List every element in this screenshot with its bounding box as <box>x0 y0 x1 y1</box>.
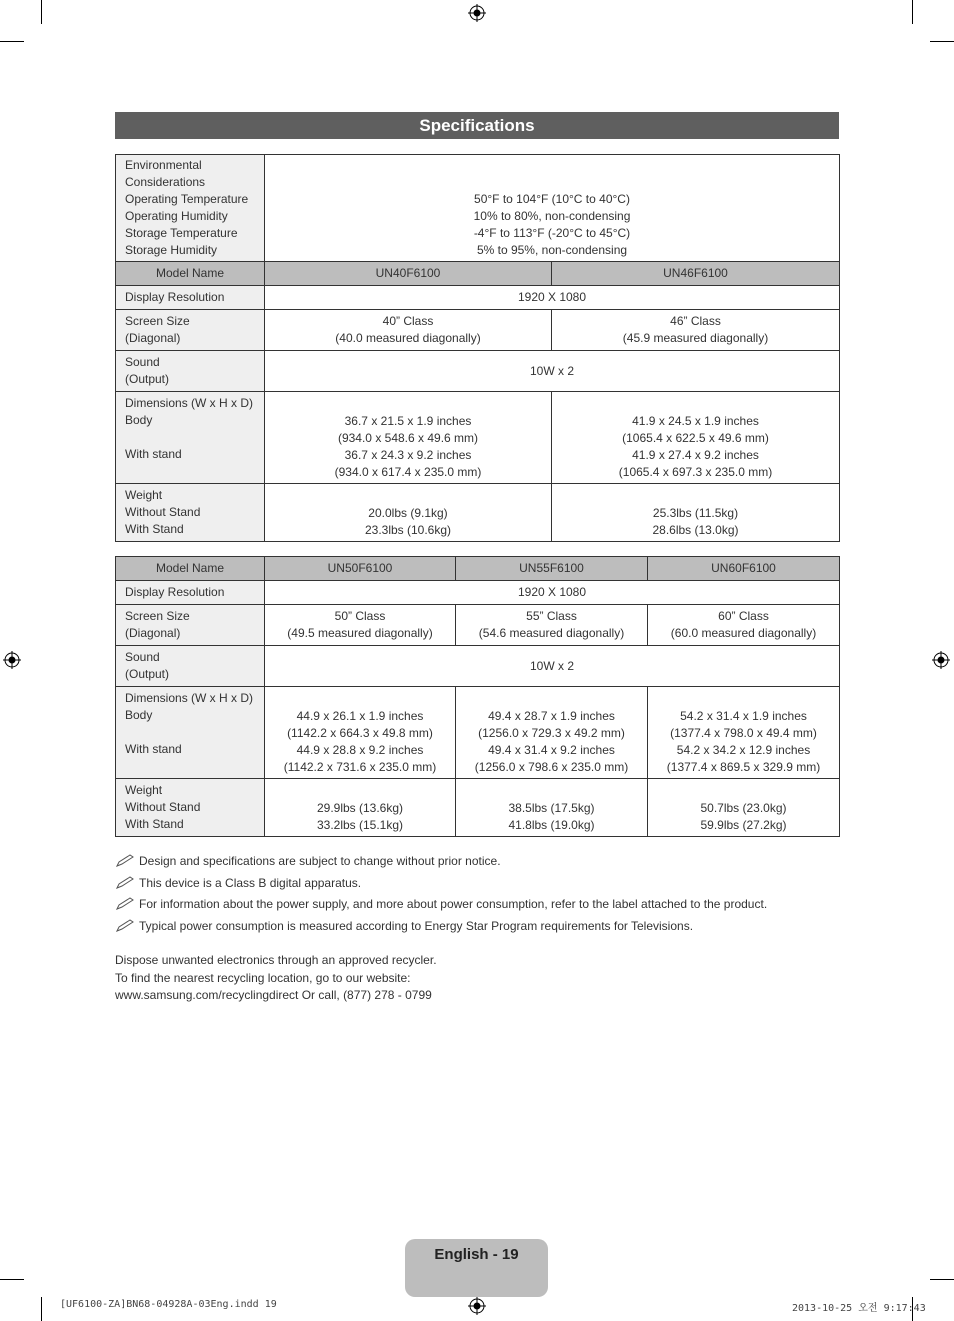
resolution-value: 1920 X 1080 <box>265 286 840 310</box>
sound-value: 10W x 2 <box>265 646 840 687</box>
note-text: Typical power consumption is measured according to Energy Star Program requirements for Televisions. <box>139 918 694 933</box>
crop-mark <box>41 1297 42 1321</box>
note-text: For information about the power supply, and more about power consumption, refer to the label attached to the product. <box>139 897 768 912</box>
screen-size-label <box>116 310 265 351</box>
value-line: 25.3lbs (11.5kg) <box>652 506 739 520</box>
screen-size-row <box>116 605 840 646</box>
value-line: (49.5 measured diagonally) <box>287 626 433 640</box>
value-line: 54.2 x 31.4 x 1.9 inches <box>680 709 807 723</box>
label-line: Without Stand <box>125 505 201 519</box>
registration-mark-icon <box>468 4 486 22</box>
label-line: Body <box>125 413 153 427</box>
crop-mark <box>930 1279 954 1280</box>
value-line: 41.8lbs (19.0kg) <box>508 818 595 832</box>
label-line: Screen Size <box>125 609 190 623</box>
label-line: Weight <box>125 783 163 797</box>
recycling-line: Dispose unwanted electronics through an approved recycler. <box>115 953 437 967</box>
env-value: -4°F to 113°F (-20°C to 45°C) <box>473 226 631 240</box>
value-line: 50.7lbs (23.0kg) <box>700 801 787 815</box>
label-line: (Diagonal) <box>125 331 181 345</box>
label-line: Screen Size <box>125 314 190 328</box>
weight-value <box>456 779 648 837</box>
recycling-link[interactable]: www.samsung.com/recyclingdirect Or call, (877) 278 - 0799 <box>115 988 432 1002</box>
value-line: (934.0 x 617.4 x 235.0 mm) <box>334 465 482 479</box>
sound-value: 10W x 2 <box>265 351 840 392</box>
value-line: 28.6lbs (13.0kg) <box>652 523 739 537</box>
value-line: 41.9 x 24.5 x 1.9 inches <box>632 414 759 428</box>
label-line: With stand <box>125 447 182 461</box>
env-label: Storage Humidity <box>125 243 218 257</box>
value-line: 33.2lbs (15.1kg) <box>316 818 404 832</box>
dimensions-value <box>265 392 552 484</box>
value-line: (1256.0 x 729.3 x 49.2 mm) <box>478 726 625 740</box>
label-line: With Stand <box>125 817 184 831</box>
footer-timestamp: 2013-10-25 오전 9:17:43 <box>792 1303 926 1314</box>
label-spacer <box>125 429 260 446</box>
note-item <box>115 850 839 872</box>
note-text: This device is a Class B digital apparatus. <box>139 875 362 890</box>
pencil-icon <box>115 876 135 890</box>
resolution-row <box>116 581 840 605</box>
pencil-icon <box>115 919 135 933</box>
screen-size-value <box>265 310 552 351</box>
label-line: (Diagonal) <box>125 626 181 640</box>
weight-value <box>265 779 456 837</box>
label-line: With Stand <box>125 522 184 536</box>
model-header-row <box>116 557 840 581</box>
crop-mark <box>930 41 954 42</box>
value-line: (54.6 measured diagonally) <box>478 626 625 640</box>
weight-row <box>116 484 840 542</box>
model-name-label: Model Name <box>116 262 265 286</box>
sound-row <box>116 646 840 687</box>
screen-size-row <box>116 310 840 351</box>
model-header-row <box>116 262 840 286</box>
recycling-info <box>115 952 437 1005</box>
value-line: 50” Class <box>334 609 386 623</box>
label-line: (Output) <box>125 667 170 681</box>
value-line: 55” Class <box>526 609 577 623</box>
recycling-line: To find the nearest recycling location, go to our website: <box>115 970 411 985</box>
crop-mark <box>41 0 42 24</box>
sound-row <box>116 351 840 392</box>
note-item <box>115 872 839 894</box>
label-line: Without Stand <box>125 800 201 814</box>
sound-label <box>116 646 265 687</box>
value-line: (934.0 x 548.6 x 49.6 mm) <box>337 431 479 445</box>
label-line: Sound <box>125 355 160 369</box>
label-line: (Output) <box>125 372 170 386</box>
dimensions-value <box>552 392 840 484</box>
dimensions-label <box>116 687 265 779</box>
value-line: 44.9 x 26.1 x 1.9 inches <box>296 709 424 723</box>
crop-mark <box>912 0 913 24</box>
weight-label <box>116 484 265 542</box>
dimensions-row <box>116 392 840 484</box>
notes-list <box>115 850 839 937</box>
screen-size-value <box>265 605 456 646</box>
dimensions-value <box>456 687 648 779</box>
value-line: 36.7 x 24.3 x 9.2 inches <box>344 448 472 462</box>
value-line: (1142.2 x 664.3 x 49.8 mm) <box>287 726 433 740</box>
value-line: (1065.4 x 622.5 x 49.6 mm) <box>622 431 769 445</box>
env-label: Operating Humidity <box>125 209 228 223</box>
value-line: 23.3lbs (10.6kg) <box>364 523 452 537</box>
resolution-row <box>116 286 840 310</box>
screen-size-value <box>552 310 840 351</box>
value-line: 59.9lbs (27.2kg) <box>700 818 787 832</box>
value-line: 60” Class <box>718 609 769 623</box>
value-line: (1142.2 x 731.6 x 235.0 mm) <box>283 760 437 774</box>
dimensions-value <box>648 687 840 779</box>
value-line: (1377.4 x 798.0 x 49.4 mm) <box>670 726 817 740</box>
weight-value <box>648 779 840 837</box>
sound-label <box>116 351 265 392</box>
value-line: (45.9 measured diagonally) <box>622 331 769 345</box>
dimensions-label <box>116 392 265 484</box>
dimensions-row <box>116 687 840 779</box>
value-line: 49.4 x 31.4 x 9.2 inches <box>488 743 615 757</box>
env-value: 50°F to 104°F (10°C to 40°C) <box>474 192 630 206</box>
footer-file-info: [UF6100-ZA]BN68-04928A-03Eng.indd 19 <box>60 1299 277 1310</box>
screen-size-label <box>116 605 265 646</box>
pencil-icon <box>115 897 135 911</box>
value-line: 40” Class <box>382 314 434 328</box>
env-label: Storage Temperature <box>125 226 238 240</box>
resolution-label: Display Resolution <box>116 286 265 310</box>
model-name: UN46F6100 <box>552 262 840 286</box>
note-item <box>115 893 839 915</box>
registration-mark-icon <box>3 651 21 669</box>
label-line: Dimensions (W x H x D) <box>125 691 254 705</box>
value-line: 38.5lbs (17.5kg) <box>508 801 595 815</box>
value-line: 41.9 x 27.4 x 9.2 inches <box>632 448 759 462</box>
value-line: (1377.4 x 869.5 x 329.9 mm) <box>666 760 821 774</box>
env-row <box>116 155 840 262</box>
label-line: Dimensions (W x H x D) <box>125 396 254 410</box>
value-line: (60.0 measured diagonally) <box>670 626 817 640</box>
page-title: Specifications <box>115 112 839 139</box>
value-line: 54.2 x 34.2 x 12.9 inches <box>676 743 811 757</box>
value-line: 46” Class <box>670 314 721 328</box>
model-name-label: Model Name <box>116 557 265 581</box>
env-label: Operating Temperature <box>125 192 249 206</box>
weight-row <box>116 779 840 837</box>
screen-size-value <box>648 605 840 646</box>
resolution-label: Display Resolution <box>116 581 265 605</box>
env-value: 10% to 80%, non-condensing <box>473 209 631 223</box>
label-spacer <box>125 724 260 741</box>
registration-mark-icon <box>932 651 950 669</box>
value-line: 36.7 x 21.5 x 1.9 inches <box>344 414 472 428</box>
value-line: 49.4 x 28.7 x 1.9 inches <box>488 709 615 723</box>
label-spacer <box>125 758 260 775</box>
dimensions-value <box>265 687 456 779</box>
note-item <box>115 915 839 937</box>
resolution-value: 1920 X 1080 <box>265 581 840 605</box>
page-number-tab: English - 19 <box>405 1239 548 1297</box>
env-label: Environmental <box>125 158 202 172</box>
weight-value <box>265 484 552 542</box>
weight-value <box>552 484 840 542</box>
env-labels <box>116 155 265 262</box>
note-text: Design and specifications are subject to change without prior notice. <box>139 853 501 868</box>
value-line: (40.0 measured diagonally) <box>335 331 481 345</box>
spec-table-1 <box>115 154 840 542</box>
model-name: UN40F6100 <box>265 262 552 286</box>
registration-mark-icon <box>468 1297 486 1315</box>
label-line: Weight <box>125 488 163 502</box>
env-values <box>265 155 840 262</box>
model-name: UN60F6100 <box>648 557 840 581</box>
value-line: 44.9 x 28.8 x 9.2 inches <box>296 743 424 757</box>
value-line: (1065.4 x 697.3 x 235.0 mm) <box>618 465 773 479</box>
weight-label <box>116 779 265 837</box>
label-line: With stand <box>125 742 182 756</box>
label-spacer <box>125 463 260 480</box>
pencil-icon <box>115 854 135 868</box>
env-label: Considerations <box>125 175 206 189</box>
model-name: UN55F6100 <box>456 557 648 581</box>
crop-mark <box>0 41 24 42</box>
model-name: UN50F6100 <box>265 557 456 581</box>
value-line: (1256.0 x 798.6 x 235.0 mm) <box>474 760 629 774</box>
screen-size-value <box>456 605 648 646</box>
env-value: 5% to 95%, non-condensing <box>476 243 628 257</box>
label-line: Sound <box>125 650 160 664</box>
label-line: Body <box>125 708 153 722</box>
crop-mark <box>0 1279 24 1280</box>
value-line: 29.9lbs (13.6kg) <box>316 801 404 815</box>
spec-table-2 <box>115 556 840 837</box>
value-line: 20.0lbs (9.1kg) <box>368 506 448 520</box>
